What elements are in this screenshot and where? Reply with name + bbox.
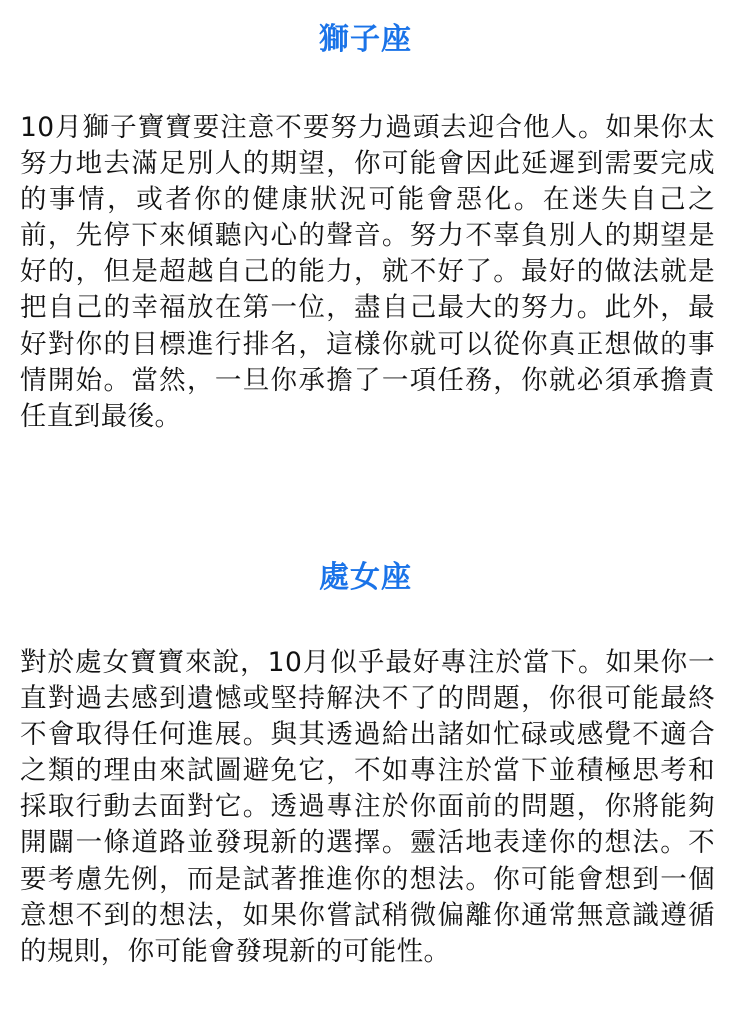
section-title-leo: 獅子座: [319, 22, 412, 57]
horoscope-section-leo: [0, 0, 731, 440]
section-body-virgo: 對於處女寶寶來說，10月似乎最好專注於當下。如果你一直對過去感到遺憾或堅持解決不了的問題，你很可能最終不會取得任何進展。與其透過給出諸如忙碌或感覺不適合之類的理由來試圖避免它，不如專注於當下並積極思考和採取行動去面對它。透過專注於你面前的問題，你將能夠開闢一條道路並發現新的選擇。靈活地表達你的想法。不要考慮先例，而是試著推進你的想法。你可能會想到一個意想不到的想法，如果你嘗試稍微偏離你通常無意識遵循的規則，你可能會發現新的可能性。: [20, 647, 715, 967]
section-body-leo: 10月獅子寶寶要注意不要努力過頭去迎合他人。如果你太努力地去滿足別人的期望，你可能會因此延遲到需要完成的事情，或者你的健康狀況可能會惡化。在迷失自己之前，先停下來傾聽內心的聲音。努力不辜負別人的期望是好的，但是超越自己的能力，就不好了。最好的做法就是把自己的幸福放在第一位，盡自己最大的努力。此外，最好對你的目標進行排名，這樣你就可以從你真正想做的事情開始。當然，一旦你承擔了一項任務，你就必須承擔責任直到最後。: [20, 112, 715, 432]
section-title-virgo: 處女座: [319, 560, 412, 595]
horoscope-section-virgo: [0, 555, 731, 1024]
